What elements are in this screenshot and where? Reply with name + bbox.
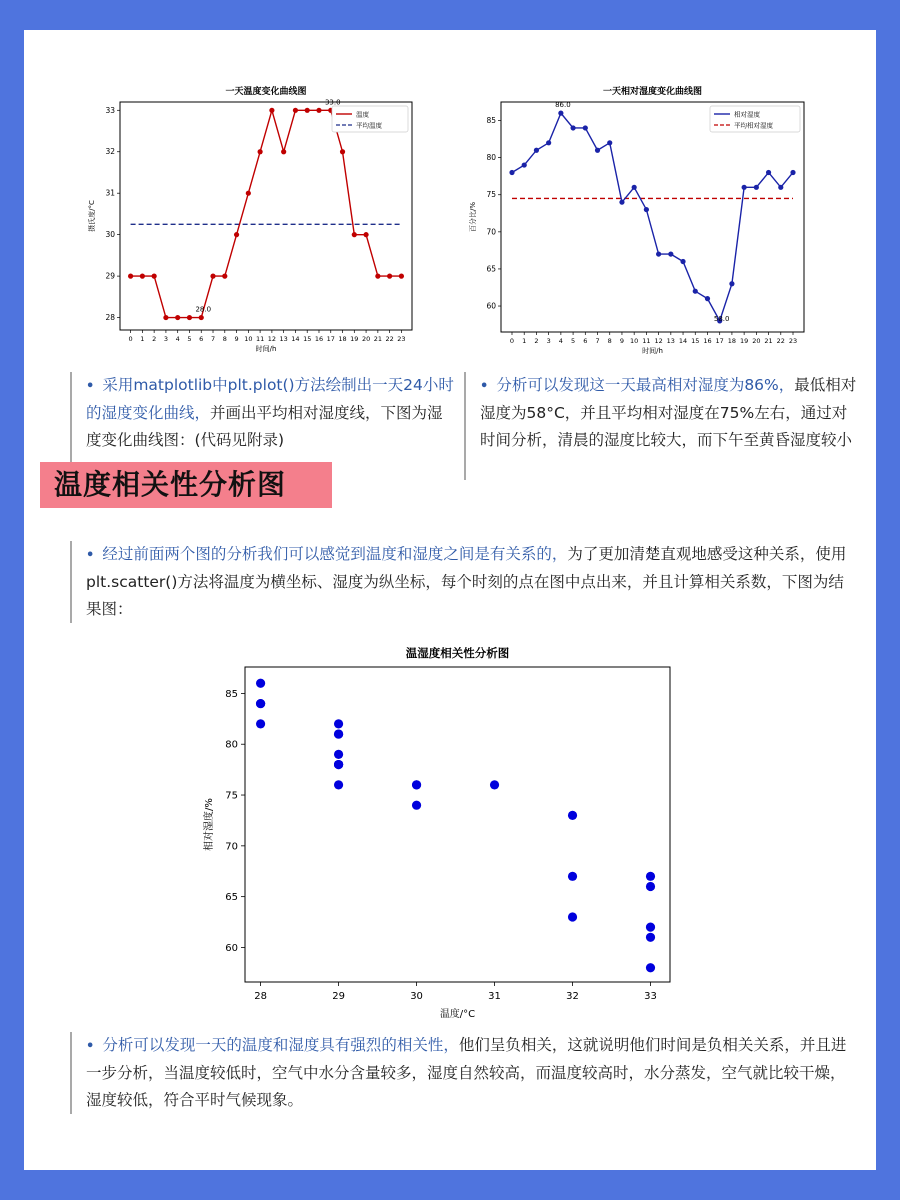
note-text: 并画出平均相对湿度线，下图为湿度变化曲线图：(代码见附录) <box>86 404 443 449</box>
x-tick-label: 20 <box>752 337 761 345</box>
data-point <box>705 296 710 301</box>
x-tick-label: 22 <box>776 337 785 345</box>
x-tick-label: 12 <box>654 337 663 345</box>
data-point <box>234 232 239 237</box>
x-tick-label: 29 <box>332 991 345 1002</box>
scatter-point <box>646 882 655 891</box>
note-highlight: 分析可以发现一天的温度和湿度具有强烈的相关性， <box>102 1036 459 1054</box>
x-tick-label: 32 <box>566 991 579 1002</box>
data-point <box>619 200 624 205</box>
data-point <box>258 149 263 154</box>
y-tick-label: 28 <box>105 313 115 323</box>
data-point <box>693 289 698 294</box>
note-highlight: 分析可以发现这一天最高相对湿度为86%， <box>496 376 795 394</box>
note-humidity-analysis <box>464 372 860 480</box>
point-annotation: 86.0 <box>555 101 571 110</box>
x-axis-label: 时间/h <box>255 345 277 353</box>
data-point <box>729 281 734 286</box>
data-point <box>363 232 368 237</box>
scatter-point <box>256 719 265 728</box>
x-tick-label: 12 <box>267 335 277 343</box>
legend-label-average: 平均温度 <box>356 121 382 130</box>
y-tick-label: 60 <box>486 301 496 311</box>
section-heading: 温度相关性分析图 <box>40 462 332 508</box>
humidity-chart-svg <box>468 82 828 362</box>
scatter-point <box>568 811 577 820</box>
chart-title: 一天温度变化曲线图 <box>225 87 307 97</box>
y-tick-label: 31 <box>105 188 115 198</box>
data-point <box>632 185 637 190</box>
data-point <box>375 274 380 279</box>
data-point <box>742 185 747 190</box>
legend-label-main: 相对湿度 <box>734 110 760 119</box>
data-point <box>163 315 168 320</box>
data-point <box>199 315 204 320</box>
data-point <box>246 191 251 196</box>
data-point <box>668 251 673 256</box>
x-tick-label: 15 <box>691 337 700 345</box>
data-point <box>766 170 771 175</box>
scatter-point <box>334 719 343 728</box>
data-point <box>316 108 321 113</box>
x-tick-label: 18 <box>727 337 737 345</box>
data-point <box>644 207 649 212</box>
data-point <box>607 140 612 145</box>
note-highlight: 经过前面两个图的分析我们可以感觉到温度和湿度之间是有关系的， <box>102 545 568 563</box>
x-tick-label: 3 <box>546 337 551 345</box>
x-tick-label: 17 <box>715 337 724 345</box>
scatter-point <box>568 872 577 881</box>
x-tick-label: 7 <box>210 335 216 343</box>
x-tick-label: 0 <box>509 337 515 345</box>
y-axis-label: 百分比/% <box>469 201 477 233</box>
x-tick-label: 4 <box>175 335 180 343</box>
scatter-point <box>646 933 655 942</box>
scatter-point <box>256 699 265 708</box>
point-annotation: 28.0 <box>195 305 212 314</box>
y-axis-label: 相对湿度/% <box>204 798 215 851</box>
y-tick-label: 65 <box>486 264 496 274</box>
x-tick-label: 11 <box>642 337 651 345</box>
data-point <box>558 111 563 116</box>
scatter-point <box>646 963 655 972</box>
x-tick-label: 7 <box>595 337 600 345</box>
scatter-point <box>256 679 265 688</box>
data-point <box>340 149 345 154</box>
x-tick-label: 21 <box>373 335 382 343</box>
x-tick-label: 23 <box>788 337 798 345</box>
y-tick-label: 32 <box>105 147 115 157</box>
x-tick-label: 5 <box>187 335 192 343</box>
data-point <box>222 274 227 279</box>
x-tick-label: 1 <box>140 335 145 343</box>
y-tick-label: 60 <box>225 942 238 954</box>
data-point <box>546 140 551 145</box>
data-point <box>522 162 527 167</box>
x-tick-label: 33 <box>644 991 657 1002</box>
data-point <box>269 108 274 113</box>
legend-label-average: 平均相对湿度 <box>734 121 773 130</box>
y-tick-label: 70 <box>225 841 238 853</box>
bullet-icon: • <box>86 379 95 394</box>
x-tick-label: 19 <box>739 337 749 345</box>
x-tick-label: 3 <box>163 335 168 343</box>
x-tick-label: 8 <box>607 337 612 345</box>
x-tick-label: 9 <box>234 335 239 343</box>
note-highlight: 采用matplotlib中plt.plot()方法绘制出一天24小时的湿度变化曲线， <box>86 376 454 422</box>
x-tick-label: 4 <box>558 337 563 345</box>
point-annotation: 58.0 <box>713 314 730 323</box>
x-tick-label: 5 <box>571 337 576 345</box>
scatter-point <box>412 780 421 789</box>
series-line <box>131 110 402 317</box>
temperature-line-chart <box>72 82 432 362</box>
x-tick-label: 21 <box>764 337 773 345</box>
bullet-icon: • <box>480 379 489 394</box>
x-tick-label: 2 <box>534 337 539 345</box>
x-tick-label: 11 <box>255 335 265 343</box>
x-axis-label: 时间/h <box>642 347 663 355</box>
chart-title: 一天相对湿度变化曲线图 <box>602 87 703 97</box>
y-tick-label: 85 <box>486 116 496 126</box>
scatter-point <box>334 780 343 789</box>
x-tick-label: 13 <box>279 335 288 343</box>
data-point <box>187 315 192 320</box>
x-tick-label: 23 <box>397 335 406 343</box>
x-tick-label: 2 <box>152 335 157 343</box>
y-tick-label: 33 <box>105 105 115 115</box>
scatter-point <box>646 872 655 881</box>
data-point <box>305 108 310 113</box>
data-point <box>128 274 133 279</box>
scatter-point <box>334 760 343 769</box>
y-tick-label: 85 <box>225 688 238 700</box>
note-text: 他们呈负相关，这就说明他们时间是负相关关系，并且进一步分析，当温度较低时，空气中水分含量较多，湿度自然较高，而温度较高时，水分蒸发，空气就比较干燥，湿度较低，符合平时气候现象。 <box>86 1036 847 1109</box>
scatter-chart-svg <box>190 634 690 1024</box>
x-tick-label: 19 <box>350 335 359 343</box>
plot-frame <box>120 102 412 330</box>
data-point <box>595 148 600 153</box>
x-tick-label: 10 <box>630 337 639 345</box>
x-tick-label: 6 <box>583 337 588 345</box>
scatter-point <box>646 923 655 932</box>
data-point <box>210 274 215 279</box>
x-tick-label: 15 <box>303 335 312 343</box>
series-line <box>512 113 793 321</box>
data-point <box>509 170 514 175</box>
x-tick-label: 16 <box>314 335 324 343</box>
plot-frame <box>245 667 670 982</box>
x-tick-label: 9 <box>619 337 625 345</box>
data-point <box>140 274 145 279</box>
x-tick-label: 28 <box>254 991 267 1002</box>
point-annotation: 33.0 <box>324 98 341 107</box>
scatter-point <box>568 912 577 921</box>
data-point <box>387 274 392 279</box>
temperature-chart-svg <box>72 82 432 362</box>
data-point <box>352 232 357 237</box>
y-tick-label: 75 <box>225 790 238 802</box>
x-tick-label: 14 <box>678 337 688 345</box>
x-tick-label: 14 <box>291 335 300 343</box>
data-point <box>778 185 783 190</box>
data-point <box>399 274 404 279</box>
data-point <box>583 125 588 130</box>
data-point <box>570 125 575 130</box>
data-point <box>790 170 795 175</box>
bullet-icon: • <box>86 548 95 563</box>
x-tick-label: 1 <box>522 337 527 345</box>
scatter-point <box>412 801 421 810</box>
data-point <box>152 274 157 279</box>
note-correlation-intro <box>70 541 848 623</box>
x-tick-label: 16 <box>703 337 712 345</box>
x-tick-label: 18 <box>338 335 347 343</box>
x-tick-label: 8 <box>222 335 227 343</box>
note-text: 为了更加清楚直观地感受这种关系，使用plt.scatter()方法将温度为横坐标、湿度为纵坐标，每个时刻的点在图中点出来，并且计算相关系数，下图为结果图： <box>86 545 847 618</box>
humidity-line-chart <box>468 82 828 362</box>
note-text: 最低相对湿度为58°C，并且平均相对湿度在75%左右，通过对时间分析，清晨的湿度比较大，而下午至黄昏湿度较小 <box>480 376 857 449</box>
x-tick-label: 13 <box>666 337 675 345</box>
bullet-icon: • <box>86 1039 95 1054</box>
y-tick-label: 30 <box>105 230 115 240</box>
data-point <box>293 108 298 113</box>
plot-frame <box>501 102 804 332</box>
data-point <box>656 251 661 256</box>
x-tick-label: 6 <box>199 335 204 343</box>
x-tick-label: 17 <box>326 335 335 343</box>
y-tick-label: 80 <box>225 739 238 751</box>
legend-label-main: 温度 <box>356 110 369 119</box>
x-axis-label: 温度/°C <box>439 1009 476 1020</box>
y-tick-label: 70 <box>486 227 496 237</box>
data-point <box>175 315 180 320</box>
correlation-scatter-chart <box>190 634 690 1024</box>
data-point <box>534 148 539 153</box>
y-tick-label: 65 <box>225 892 238 904</box>
x-tick-label: 30 <box>410 991 423 1002</box>
data-point <box>754 185 759 190</box>
x-tick-label: 10 <box>244 335 253 343</box>
scatter-point <box>490 780 499 789</box>
scatter-point <box>334 750 343 759</box>
x-tick-label: 22 <box>385 335 394 343</box>
x-tick-label: 31 <box>488 991 501 1002</box>
y-tick-label: 75 <box>486 190 496 200</box>
data-point <box>281 149 286 154</box>
x-tick-label: 0 <box>128 335 133 343</box>
scatter-point <box>334 729 343 738</box>
x-tick-label: 20 <box>361 335 371 343</box>
data-point <box>680 259 685 264</box>
y-tick-label: 29 <box>105 271 115 281</box>
y-tick-label: 80 <box>486 153 496 163</box>
y-axis-label: 摄氏度/°C <box>88 200 96 232</box>
note-correlation-conclusion <box>70 1032 848 1114</box>
chart-title: 温湿度相关性分析图 <box>405 646 510 660</box>
